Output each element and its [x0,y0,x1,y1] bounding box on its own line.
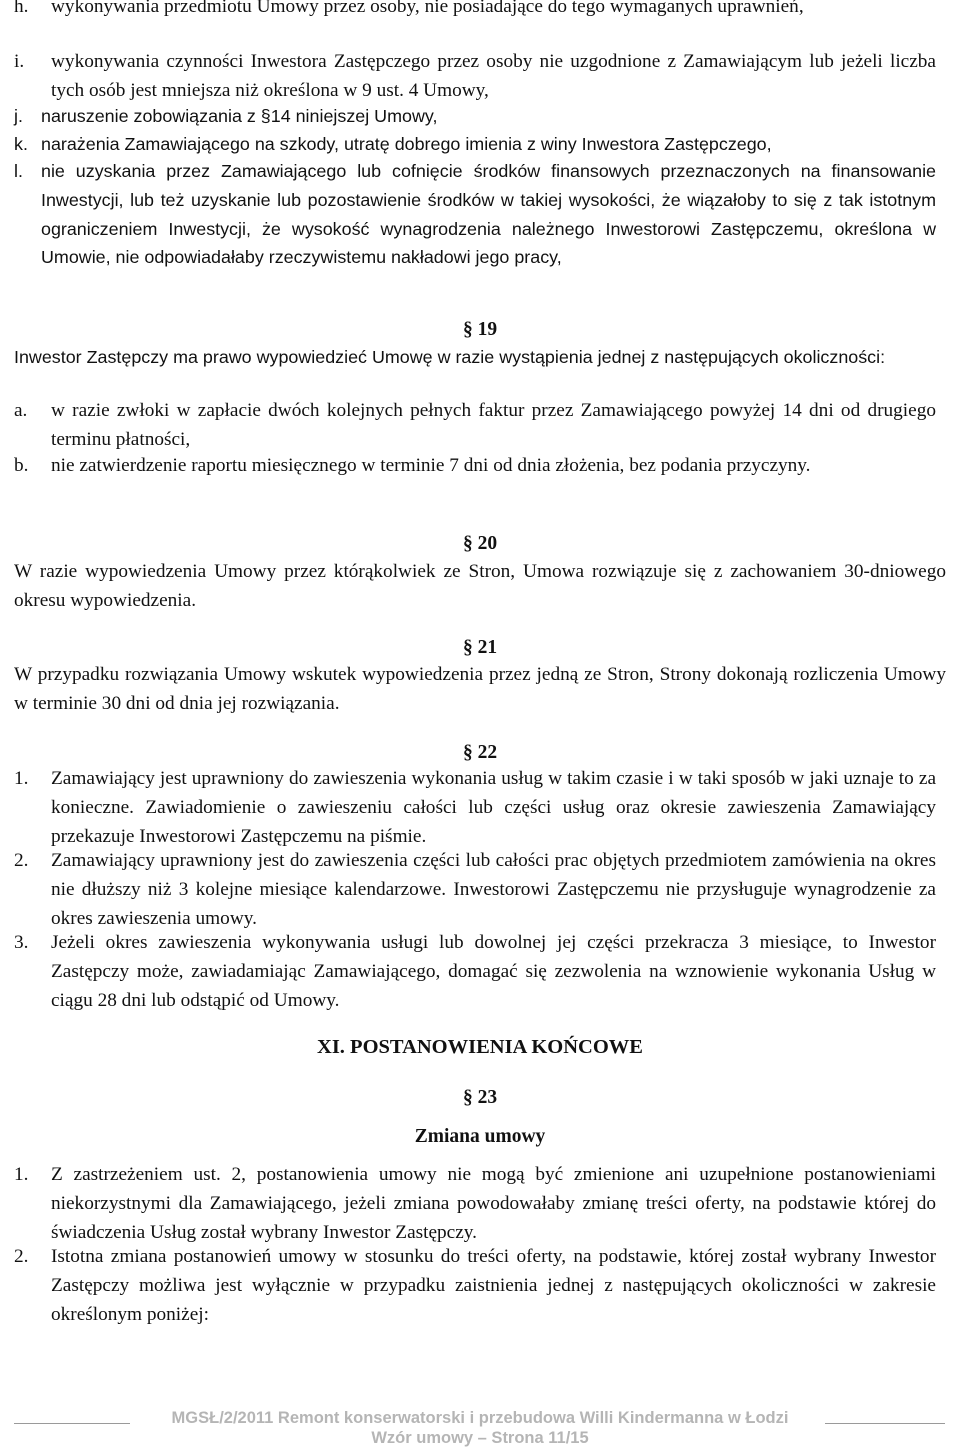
list-text: wykonywania czynności Inwestora Zastępczego przez osoby nie uzgodnione z Zamawiającym lub jeżeli liczba tych osób jest mniejsza niż określona w 9 ust. 4 Umowy, [51,51,936,101]
list-label: h. [14,0,29,17]
list-label: 2. [14,1246,29,1267]
list-text: narażenia Zamawiającego na szkody, utratę dobrego imienia z winy Inwestora Zastępczego, [41,134,772,154]
list-text: Zamawiający jest uprawniony do zawieszenia wykonania usług w takim czasie i w taki sposób w jaki uznaje to za konieczne. Zawiadomienie o zawieszeniu całości lub części usług oraz okresie zawieszenia Zamawiający przekazuje Inwestorowi Zastępczemu na piśmie. [51,768,936,847]
list-text: nie uzyskania przez Zamawiającego lub cofnięcie środków finansowych przeznaczonych na finansowanie Inwestycji, lub też uzyskanie lub pozostawienie środków w takiej wysokości, że wiązałoby to się z tak istotnym ograniczeniem Inwestycji, że wysokość wynagrodzenia należnego Inwestorowi Zastępczemu, określona w Umowie, nie odpowiadałaby rzeczywistemu nakładowi jego pracy, [41,161,936,268]
list-label: 1. [14,768,29,789]
list-text: Jeżeli okres zawieszenia wykonywania usługi lub dowolnej jej części przekracza 3 miesiące, to Inwestor Zastępczy może, zawiadamiając Zamawiającego, domagać się zezwolenia na wznowienie wykonania Usług w ciągu 28 dni lub odstąpić od Umowy. [51,932,936,1011]
section-number-19: § 19 [462,319,498,340]
list-text: Istotna zmiana postanowień umowy w stosunku do treści oferty, na podstawie, której został wybrany Inwestor Zastępczy możliwa jest wyłącznie w przypadku zaistnienia jednej z następujących okoliczności w zakresie określonym poniżej: [51,1246,936,1325]
list-label: b. [14,455,29,476]
list-text: Z zastrzeżeniem ust. 2, postanowienia umowy nie mogą być zmienione ani uzupełnione postanowieniami niekorzystnymi dla Zamawiającego, jeżeli zmiana powodowałaby zmianę treści oferty, na podstawie której do świadczenia Usług został wybrany Inwestor Zastępczy. [51,1164,936,1243]
section-23-title: Zmiana umowy [414,1126,546,1147]
section-number-21: § 21 [462,637,498,658]
list-text: Zamawiający uprawniony jest do zawieszenia części lub całości prac objętych przedmiotem zamówienia na okres nie dłuższy niż 3 kolejne miesiące kalendarzowe. Inwestorowi Zastępczemu nie przysługuje wynagrodzenie za okres zawieszenia umowy. [51,850,936,929]
list-label: 1. [14,1164,29,1185]
list-label: j. [14,106,23,126]
list-label: 3. [14,932,29,953]
list-label: i. [14,51,25,72]
list-label: a. [14,400,28,421]
list-label: k. [14,134,28,154]
chapter-title: XI. POSTANOWIENIA KOŃCOWE [317,1036,643,1058]
section-number-22: § 22 [462,742,498,763]
list-text: wykonywania przedmiotu Umowy przez osoby, nie posiadające do tego wymaganych uprawnień, [51,0,804,17]
footer-page-number: Wzór umowy – Strona 11/15 [371,1429,589,1447]
list-text: naruszenie zobowiązania z §14 niniejszej Umowy, [41,106,438,126]
section-number-20: § 20 [462,533,498,554]
section-21-text: W przypadku rozwiązania Umowy wskutek wypowiedzenia przez jedną ze Stron, Strony dokonają rozliczenia Umowy w terminie 30 dni od dnia jej rozwiązania. [14,664,946,714]
footer-title: MGSŁ/2/2011 Remont konserwatorski i przebudowa Willi Kindermanna w Łodzi [171,1409,789,1427]
section-number-23: § 23 [462,1087,498,1108]
list-text: nie zatwierdzenie raportu miesięcznego w terminie 7 dni od dnia złożenia, bez podania przyczyny. [51,455,811,476]
list-label: l. [14,161,23,181]
list-text: w razie zwłoki w zapłacie dwóch kolejnych pełnych faktur przez Zamawiającego powyżej 14 dni od drugiego terminu płatności, [51,400,936,450]
section-20-text: W razie wypowiedzenia Umowy przez którąkolwiek ze Stron, Umowa rozwiązuje się z zachowaniem 30-dniowego okresu wypowiedzenia. [14,561,946,611]
list-label: 2. [14,850,29,871]
section-19-intro: Inwestor Zastępczy ma prawo wypowiedzieć Umowę w razie wystąpienia jednej z następujących okoliczności: [14,347,886,367]
